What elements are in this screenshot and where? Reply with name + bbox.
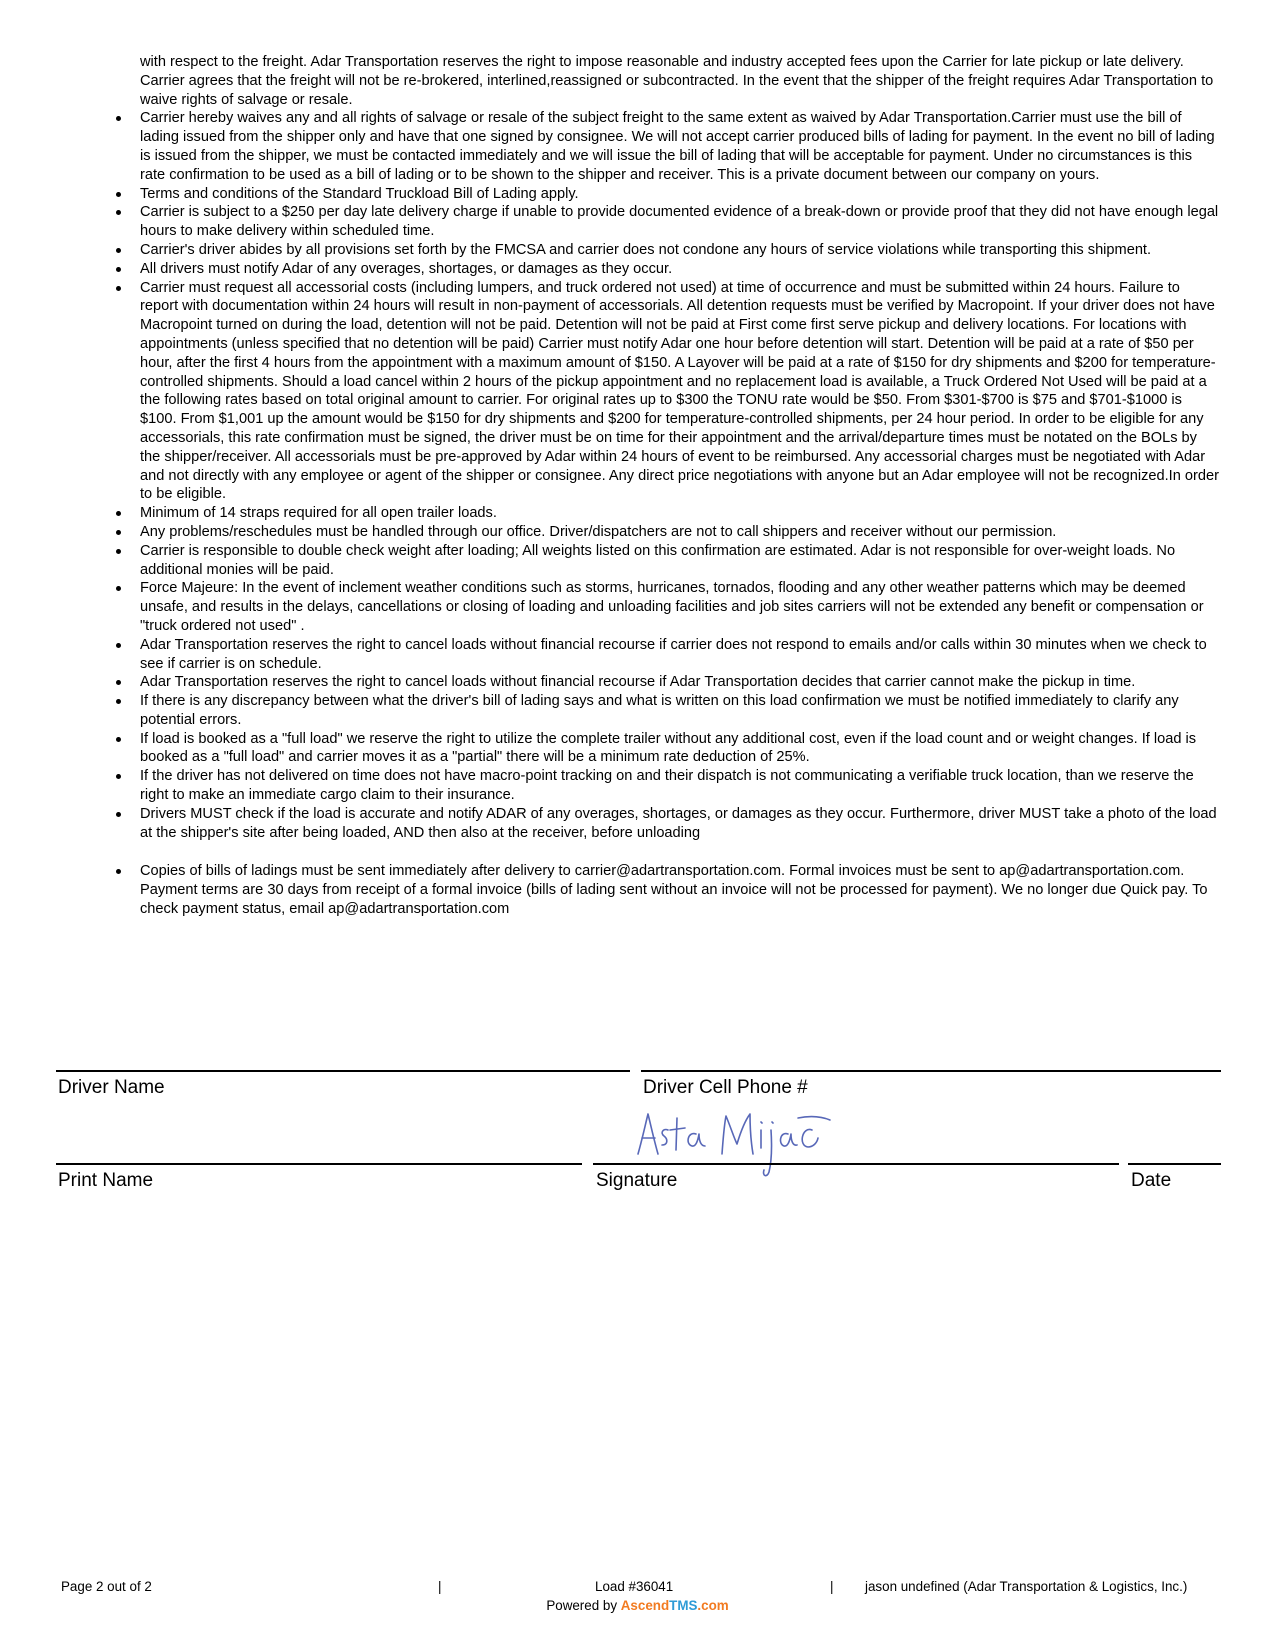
bullet-icon xyxy=(116,680,121,685)
bullet-icon xyxy=(116,812,121,817)
list-item: If there is any discrepancy between what the driver's bill of lading says and what is written on this load confirmation we must be notified immediately to clarify any potential errors. xyxy=(113,692,1221,730)
list-item: Terms and conditions of the Standard Truckload Bill of Lading apply. xyxy=(113,185,1221,204)
driver-name-label: Driver Name xyxy=(58,1077,165,1098)
footer-user: jason undefined (Adar Transportation & Logistics, Inc.) xyxy=(865,1579,1188,1594)
bullet-icon xyxy=(116,869,121,874)
bullet-icon xyxy=(116,586,121,591)
footer-load-number: Load #36041 xyxy=(595,1579,674,1594)
print-name-line xyxy=(56,1163,582,1165)
bullet-icon xyxy=(116,643,121,648)
list-item: Carrier's driver abides by all provisions set forth by the FMCSA and carrier does not condone any hours of service violations while transporting this shipment. xyxy=(113,241,1221,260)
list-item: Adar Transportation reserves the right to cancel loads without financial recourse if Adar Transportation decides that carrier cannot make the pickup in time. xyxy=(113,673,1221,692)
footer-page-number: Page 2 out of 2 xyxy=(61,1579,152,1594)
list-item: All drivers must notify Adar of any overages, shortages, or damages as they occur. xyxy=(113,260,1221,279)
terms-lead-paragraph: with respect to the freight. Adar Transportation reserves the right to impose reasonable and industry accepted fees upon the Carrier for late pickup or late delivery. Carrier agrees that the freight will not be re-brokered, interlined,reassigned or subcontracted. In the event that the shipper of the freight requires Adar Transportation to waive rights of salvage or resale. xyxy=(140,54,1214,108)
signature-line xyxy=(593,1163,1119,1165)
terms-list xyxy=(113,109,1221,918)
driver-phone-label: Driver Cell Phone # xyxy=(643,1077,808,1098)
footer-separator: | xyxy=(438,1579,442,1594)
list-item: Carrier hereby waives any and all rights of salvage or resale of the subject freight to the same extent as waived by Adar Transportation.Carrier must use the bill of lading issued from the shipper only and have that one signed by consignee. We will not accept carrier produced bills of lading for payment. In the event no bill of lading is issued from the shipper, we must be contacted immediately and we will issue the bill of lading that will be acceptable for payment. Under no circumstances is this rate confirmation to be used as a bill of lading or to be shown to the shipper and receiver. This is a private document between our company on yours. xyxy=(113,109,1221,184)
signature-label: Signature xyxy=(596,1170,678,1191)
bullet-icon xyxy=(116,267,121,272)
bullet-icon xyxy=(116,774,121,779)
powered-by-label: Powered by xyxy=(546,1598,618,1613)
bullet-icon xyxy=(116,210,121,215)
date-label: Date xyxy=(1131,1170,1172,1191)
list-item: Carrier is responsible to double check weight after loading; All weights listed on this confirmation are estimated. Adar is not responsible for over-weight loads. No additional monies will be paid. xyxy=(113,542,1221,580)
list-item: Minimum of 14 straps required for all open trailer loads. xyxy=(113,504,1221,523)
bullet-icon xyxy=(116,549,121,554)
terms-section xyxy=(113,53,1221,919)
brand-logo-com: .com xyxy=(697,1598,729,1613)
list-item: Copies of bills of ladings must be sent immediately after delivery to carrier@adartransportation.com. Formal invoices must be sent to ap@adartransportation.com. Payment terms are 30 days from receipt of a formal invoice (bills of lading sent without an invoice will not be processed for payment). We no longer due Quick pay. To check payment status, email ap@adartransportation.com xyxy=(113,862,1221,918)
bullet-icon xyxy=(116,248,121,253)
bullet-icon xyxy=(116,699,121,704)
list-item: Adar Transportation reserves the right to cancel loads without financial recourse if carrier does not respond to emails and/or calls within 30 minutes when we check to see if carrier is on schedule. xyxy=(113,636,1221,674)
date-line xyxy=(1128,1163,1221,1165)
list-item: If load is booked as a "full load" we reserve the right to utilize the complete trailer without any additional cost, even if the load count and or weight changes. If load is booked as a "full load" and carrier moves it as a "partial" there will be a minimum rate deduction of 25%. xyxy=(113,730,1221,768)
driver-phone-line xyxy=(641,1070,1221,1072)
list-item: Carrier is subject to a $250 per day late delivery charge if unable to provide documented evidence of a break-down or provide proof that they did not have enough legal hours to make delivery within scheduled time. xyxy=(113,203,1221,241)
list-item: If the driver has not delivered on time does not have macro-point tracking on and their dispatch is not communicating a verifiable truck location, than we reserve the right to make an immediate cargo claim to their insurance. xyxy=(113,767,1221,805)
driver-name-line xyxy=(56,1070,630,1072)
bullet-icon xyxy=(116,511,121,516)
bullet-icon xyxy=(116,286,121,291)
bullet-icon xyxy=(116,737,121,742)
list-item: Drivers MUST check if the load is accurate and notify ADAR of any overages, shortages, or damages as they occur. Furthermore, driver MUST take a photo of the load at the shipper's site after being loaded, AND then also at the receiver, before unloading xyxy=(113,805,1221,843)
bullet-icon xyxy=(116,116,121,121)
brand-logo-tms: TMS xyxy=(669,1598,698,1613)
list-item: Any problems/reschedules must be handled through our office. Driver/dispatchers are not to call shippers and receiver without our permission. xyxy=(113,523,1221,542)
print-name-label: Print Name xyxy=(58,1170,154,1191)
footer-separator: | xyxy=(830,1579,834,1594)
powered-by xyxy=(0,1598,1275,1614)
bullet-icon xyxy=(116,192,121,197)
bullet-icon xyxy=(116,530,121,535)
list-item: Carrier must request all accessorial costs (including lumpers, and truck ordered not used) at time of occurrence and must be submitted within 24 hours. Failure to report with documentation within 24 hours will result in non-payment of accessorials. All detention requests must be verified by Macropoint. If your driver does not have Macropoint turned on during the load, detention will not be paid. Detention will not be paid at First come first serve pickup and delivery locations. For locations with appointments (unless specified that no detention will be paid) Carrier must notify Adar one hour before detention will start. Detention will be paid at a rate of $50 per hour, after the first 4 hours from the appointment with a maximum amount of $150. A Layover will be paid at a rate of $150 for dry shipments and $200 for temperature-controlled shipments. Should a load cancel within 2 hours of the pickup appointment and no replacement load is available, a Truck Ordered Not Used will be paid at a the following rates based on total original amount to carrier. For original rates up to $300 the TONU rate would be $50. From $301-$700 is $75 and $701-$1000 is $100. From $1,001 up the amount would be $150 for dry shipments and $200 for temperature-controlled shipments, per 24 hour period. In order to be eligible for any accessorials, this rate confirmation must be signed, the driver must be on time for their appointment and the arrival/departure times must be notated on the BOLs by the shipper/receiver. All accessorials must be pre-approved by Adar within 24 hours of event to be reimbursed. Any accessorial charges must be negotiated with Adar and not directly with any employee or agent of the shipper or consignee. Any direct price negotiations with anyone but an Adar employee will not be recognized.In order to be eligible. xyxy=(113,279,1221,505)
list-item: Force Majeure: In the event of inclement weather conditions such as storms, hurricanes, tornados, flooding and any other weather patterns which may be deemed unsafe, and results in the delays, cancellations or closing of loading and unloading facilities and job sites carriers will not be extended any benefit or compensation or "truck ordered not used" . xyxy=(113,579,1221,635)
brand-logo-ascend: Ascend xyxy=(620,1598,670,1613)
